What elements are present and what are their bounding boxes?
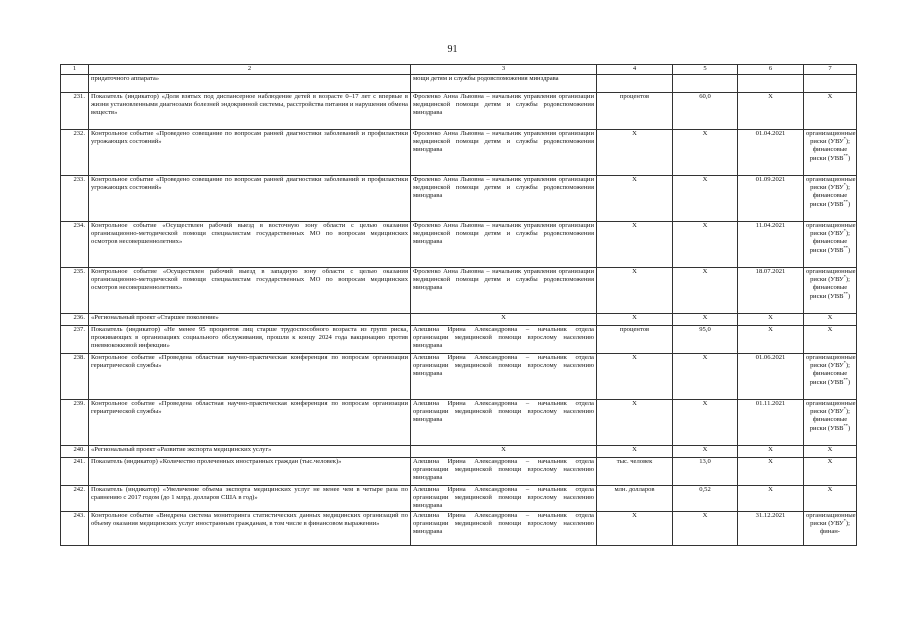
row-risk: X xyxy=(804,458,857,486)
row-risk: организационные риски (УВУ*); финансовые риски (УВВ**) xyxy=(804,130,857,176)
row-value: X xyxy=(673,354,738,400)
row-responsible: Алешина Ирина Александровна – начальник отдела организации медицинской помощи взрослому населению минздрава xyxy=(411,326,597,354)
table-row xyxy=(61,268,857,314)
table-row xyxy=(61,130,857,176)
row-responsible: Алешина Ирина Александровна – начальник отдела организации медицинской помощи взрослому населению минздрава xyxy=(411,400,597,446)
row-responsible: X xyxy=(411,314,597,326)
row-date: X xyxy=(738,486,804,512)
table-row xyxy=(61,458,857,486)
row-date: 11.04.2021 xyxy=(738,222,804,268)
row-risk xyxy=(804,75,857,93)
row-risk: организационные риски (УВУ*); финансовые риски (УВВ**) xyxy=(804,222,857,268)
row-number: 242. xyxy=(61,486,89,512)
row-unit: X xyxy=(597,314,673,326)
row-risk: организационные риски (УВУ*); финансовые риски (УВВ**) xyxy=(804,268,857,314)
row-date: X xyxy=(738,314,804,326)
row-name: Контрольное событие «Проведено совещание по вопросам ранней диагностики заболеваний и профилактики угрожающих состояний» xyxy=(89,176,411,222)
row-name: Контрольное событие «Проведено совещание по вопросам ранней диагностики заболеваний и профилактики угрожающих состояний» xyxy=(89,130,411,176)
row-unit: X xyxy=(597,222,673,268)
row-number: 232. xyxy=(61,130,89,176)
row-date: X xyxy=(738,93,804,130)
row-number: 240. xyxy=(61,446,89,458)
row-date: X xyxy=(738,446,804,458)
row-value: X xyxy=(673,446,738,458)
row-value: X xyxy=(673,222,738,268)
row-responsible: Фроленко Анна Львовна – начальник управления организации медицинской помощи детям и службы родовспоможения минздрава xyxy=(411,130,597,176)
row-risk: X xyxy=(804,326,857,354)
column-header: 4 xyxy=(597,65,673,75)
column-header: 2 xyxy=(89,65,411,75)
row-value xyxy=(673,75,738,93)
row-name: Контрольное событие «Осуществлен рабочий выезд в западную зону области с целью оказания организационно-методической помощи специалистам государственных МО по вопросам медицинских осмотров несовершеннолетних» xyxy=(89,268,411,314)
row-number xyxy=(61,75,89,93)
row-name: Показатель (индикатор) «Доля взятых под диспансерное наблюдение детей в возрасте 0–17 лет с впервые в жизни установленными диагнозами болезней эндокринной системы, расстройства питания и нарушения обмена веществ» xyxy=(89,93,411,130)
row-risk: X xyxy=(804,486,857,512)
table-row xyxy=(61,326,857,354)
row-unit: тыс. человек xyxy=(597,458,673,486)
row-number: 239. xyxy=(61,400,89,446)
row-number: 233. xyxy=(61,176,89,222)
row-name: Показатель (индикатор) «Не менее 95 процентов лиц старше трудоспособного возраста из групп риска, проживающих в организациях социального обслуживания, прошли к концу 2024 года вакцинацию против пневмококковой инфекции» xyxy=(89,326,411,354)
row-number: 243. xyxy=(61,511,89,545)
row-responsible: Фроленко Анна Львовна – начальник управления организации медицинской помощи детям и службы родовспоможения минздрава xyxy=(411,93,597,130)
row-value: 0,52 xyxy=(673,486,738,512)
row-number: 231. xyxy=(61,93,89,130)
table-row xyxy=(61,176,857,222)
row-name: Показатель (индикатор) «Увеличение объема экспорта медицинских услуг не менее чем в четыре раза по сравнению с 2017 годом (до 1 млрд. долларов США в год)» xyxy=(89,486,411,512)
report-table xyxy=(60,64,857,546)
row-responsible: Алешина Ирина Александровна – начальник отдела организации медицинской помощи взрослому населению минздрава xyxy=(411,458,597,486)
row-date: X xyxy=(738,326,804,354)
table-row xyxy=(61,486,857,512)
row-responsible: Фроленко Анна Львовна – начальник управления организации медицинской помощи детям и службы родовспоможения минздрава xyxy=(411,268,597,314)
column-header: 7 xyxy=(804,65,857,75)
row-responsible: Алешина Ирина Александровна – начальник отдела организации медицинской помощи взрослому населению минздрава xyxy=(411,511,597,545)
row-number: 234. xyxy=(61,222,89,268)
row-name: придаточного аппарата» xyxy=(89,75,411,93)
column-header: 6 xyxy=(738,65,804,75)
row-responsible: Фроленко Анна Львовна – начальник управления организации медицинской помощи детям и службы родовспоможения минздрава xyxy=(411,222,597,268)
row-value: X xyxy=(673,176,738,222)
row-number: 237. xyxy=(61,326,89,354)
row-unit xyxy=(597,75,673,93)
table-row xyxy=(61,511,857,545)
row-value: 60,0 xyxy=(673,93,738,130)
row-number: 236. xyxy=(61,314,89,326)
row-value: X xyxy=(673,314,738,326)
row-unit: млн. долларов xyxy=(597,486,673,512)
row-unit: X xyxy=(597,130,673,176)
row-unit: X xyxy=(597,268,673,314)
row-date: 01.11.2021 xyxy=(738,400,804,446)
row-unit: X xyxy=(597,446,673,458)
table-row xyxy=(61,93,857,130)
row-unit: X xyxy=(597,400,673,446)
row-responsible: X xyxy=(411,446,597,458)
row-date: 01.09.2021 xyxy=(738,176,804,222)
row-risk: X xyxy=(804,446,857,458)
row-date: X xyxy=(738,458,804,486)
row-unit: X xyxy=(597,176,673,222)
column-header: 1 xyxy=(61,65,89,75)
table-row xyxy=(61,446,857,458)
row-unit: процентов xyxy=(597,326,673,354)
row-name: Контрольное событие «Осуществлен рабочий выезд в восточную зону области с целью оказания организационно-методической помощи специалистам государственных МО по вопросам медицинских осмотров несовершеннолетних» xyxy=(89,222,411,268)
row-name: Контрольное событие «Проведена областная научно-практическая конференция по вопросам организации гериатрической службы» xyxy=(89,354,411,400)
row-date: 31.12.2021 xyxy=(738,511,804,545)
row-date xyxy=(738,75,804,93)
row-responsible: Алешина Ирина Александровна – начальник отдела организации медицинской помощи взрослому населению минздрава xyxy=(411,354,597,400)
table-row xyxy=(61,314,857,326)
row-name: Контрольное событие «Проведена областная научно-практическая конференция по вопросам организации гериатрической службы» xyxy=(89,400,411,446)
row-date: 01.04.2021 xyxy=(738,130,804,176)
row-name: «Региональный проект «Старшее поколение» xyxy=(89,314,411,326)
row-value: X xyxy=(673,511,738,545)
row-name: Контрольное событие «Внедрена система мониторинга статистических данных медицинских организаций по объему оказания медицинских услуг иностранным гражданам, в том числе в финансовом выражении» xyxy=(89,511,411,545)
table-row xyxy=(61,354,857,400)
row-risk: X xyxy=(804,314,857,326)
page-number: 91 xyxy=(447,44,458,55)
table-row xyxy=(61,400,857,446)
row-date: 18.07.2021 xyxy=(738,268,804,314)
header-row xyxy=(61,65,857,75)
row-unit: X xyxy=(597,354,673,400)
row-risk: X xyxy=(804,93,857,130)
row-responsible: Алешина Ирина Александровна – начальник отдела организации медицинской помощи взрослому населению минздрава xyxy=(411,486,597,512)
row-risk: организационные риски (УВУ*); финан- xyxy=(804,511,857,545)
row-value: X xyxy=(673,130,738,176)
row-risk: организационные риски (УВУ*); финансовые риски (УВВ**) xyxy=(804,354,857,400)
row-value: 13,0 xyxy=(673,458,738,486)
row-value: X xyxy=(673,268,738,314)
row-value: 95,0 xyxy=(673,326,738,354)
row-responsible: мощи детям и службы родовспоможения минздрава xyxy=(411,75,597,93)
row-value: X xyxy=(673,400,738,446)
row-risk: организационные риски (УВУ*); финансовые риски (УВВ**) xyxy=(804,176,857,222)
column-header: 3 xyxy=(411,65,597,75)
row-name: Показатель (индикатор) «Количество пролеченных иностранных граждан (тыс.человек)» xyxy=(89,458,411,486)
row-number: 238. xyxy=(61,354,89,400)
row-unit: процентов xyxy=(597,93,673,130)
row-number: 235. xyxy=(61,268,89,314)
table-row xyxy=(61,222,857,268)
row-number: 241. xyxy=(61,458,89,486)
column-header: 5 xyxy=(673,65,738,75)
row-name: «Региональный проект «Развитие экспорта медицинских услуг» xyxy=(89,446,411,458)
row-risk: организационные риски (УВУ*); финансовые риски (УВВ**) xyxy=(804,400,857,446)
table-row xyxy=(61,75,857,93)
row-responsible: Фроленко Анна Львовна – начальник управления организации медицинской помощи детям и службы родовспоможения минздрава xyxy=(411,176,597,222)
row-date: 01.06.2021 xyxy=(738,354,804,400)
row-unit: X xyxy=(597,511,673,545)
